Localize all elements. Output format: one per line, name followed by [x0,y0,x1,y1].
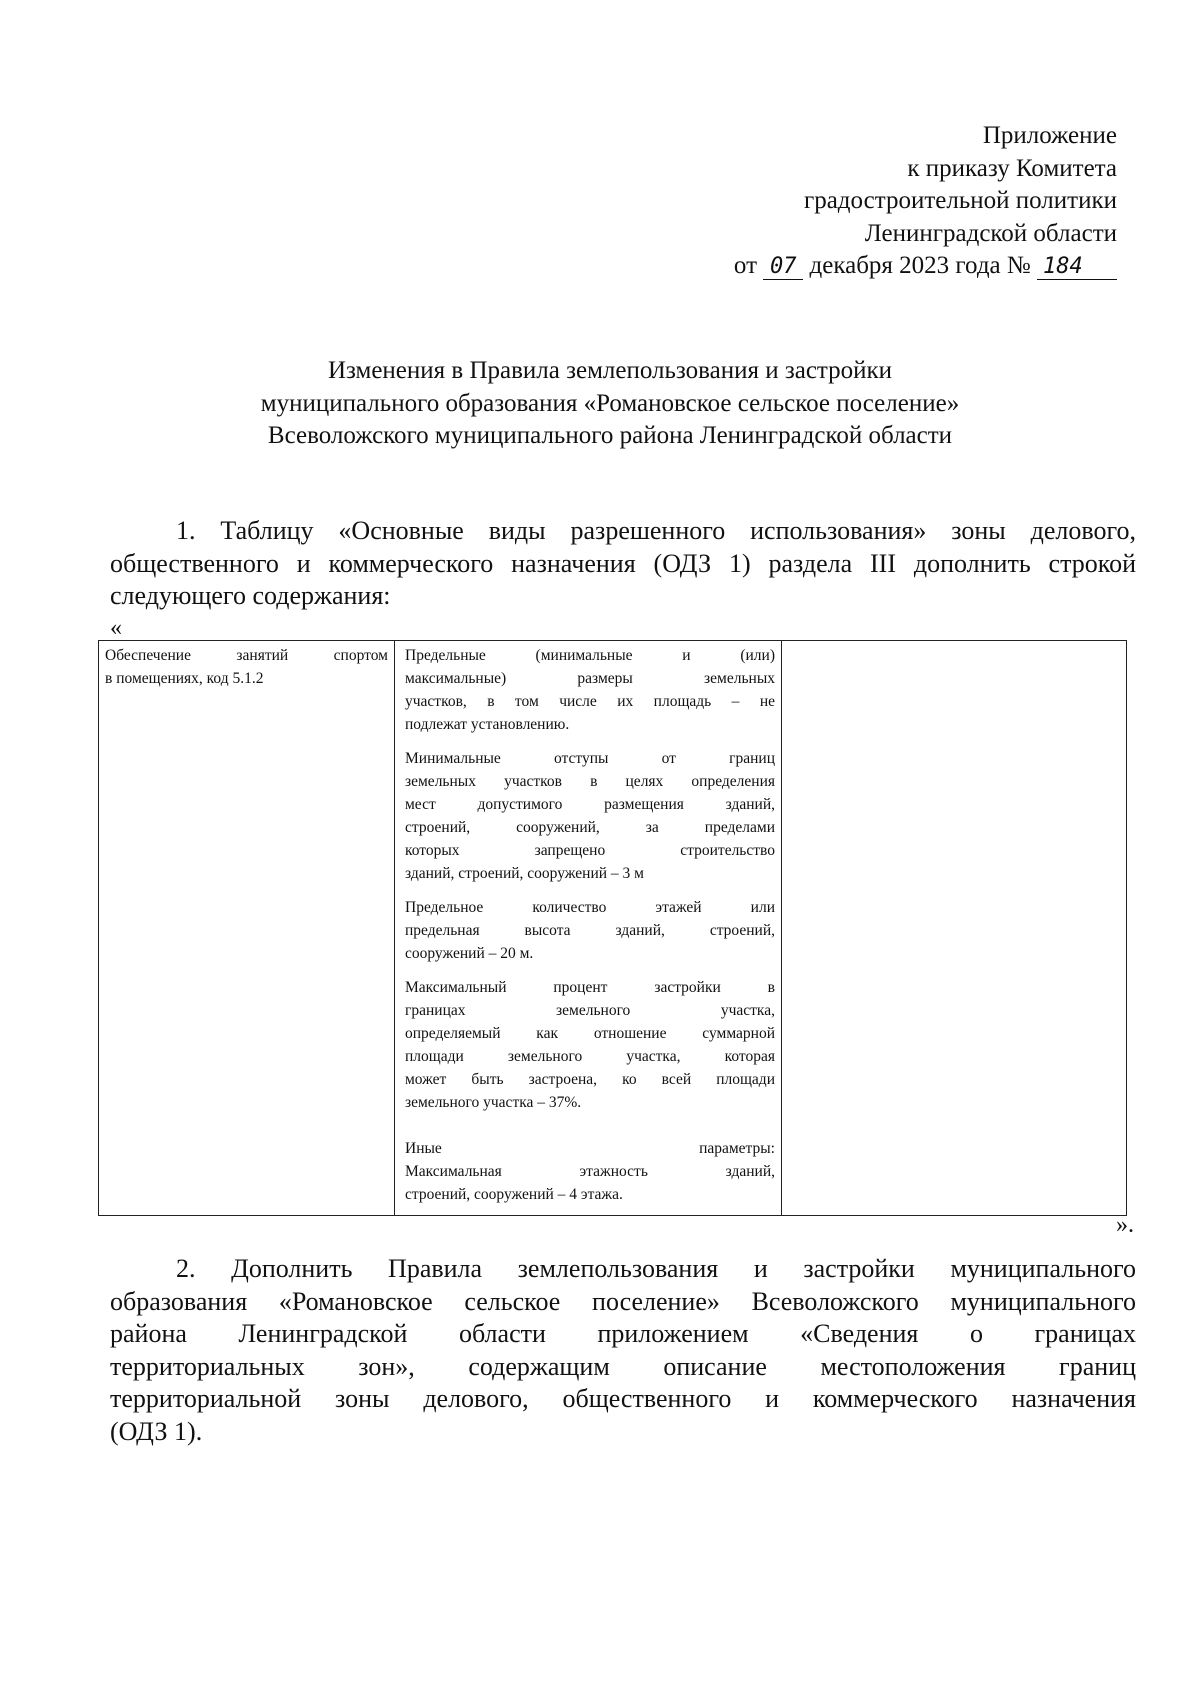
parameter-line: сооружений – 20 м. [405,945,534,962]
zoning-table [98,640,1127,1216]
parameter-line: Предельное количество этажей или [405,899,775,916]
header-date-text: декабря 2023 года № [809,252,1031,279]
paragraph-1-line-1: 1. Таблицу «Основные виды разрешенного использования» зоны делового, [176,516,1136,545]
parameter-line: подлежат установлению. [405,716,570,733]
paragraph-2-line-2: образования «Романовское сельское поселение» Всеволожского муниципального [110,1286,1136,1316]
opening-quote: « [110,615,122,641]
paragraph-2-line-6: (ОДЗ 1). [110,1416,203,1446]
parameter-spacer [405,1125,775,1137]
paragraph-1 [110,515,1136,613]
appendix-header [734,120,1117,283]
parameter-line: Предельные (минимальные и (или) [405,647,775,664]
parameter-line: земельного участка – 37%. [405,1094,582,1111]
parameter-block-setbacks [405,747,775,885]
parameter-line: строений, сооружений, за пределами [405,819,775,836]
parameter-line: площади земельного участка, которая [405,1048,775,1065]
table-cell-use-type [99,641,395,1215]
parameter-block-coverage [405,976,775,1114]
title-line-2: муниципального образования «Романовское сельское поселение» [260,389,960,417]
paragraph-1-line-3: следующего содержания: [110,581,391,610]
parameter-line: Максимальная этажность зданий, [405,1163,775,1180]
table-cell-parameters [395,641,782,1215]
handwritten-order-number: 184 [1037,255,1117,280]
document-title [110,355,1110,453]
use-type-line-1: Обеспечение занятий спортом [105,647,388,664]
header-line-1: Приложение [982,122,1117,149]
parameter-line: зданий, строений, сооружений – 3 м [405,865,644,882]
parameter-line: Минимальные отступы от границ [405,750,775,767]
header-date-prefix: от [733,252,758,279]
parameter-line: максимальные) размеры земельных [405,670,775,687]
paragraph-2-line-3: района Ленинградской области приложением «Сведения о границах [110,1319,1136,1348]
paragraph-2-line-1: 2. Дополнить Правила землепользования и застройки муниципального [176,1254,1136,1283]
parameter-block-plot-size [405,644,775,736]
paragraph-2 [110,1253,1136,1448]
parameter-line: строений, сооружений – 4 этажа. [405,1186,623,1203]
header-line-2: к приказу Комитета [907,154,1117,182]
parameter-line: определяемый как отношение суммарной [405,1025,775,1042]
paragraph-2-line-4: территориальных зон», содержащим описание местоположения границ [110,1351,1136,1381]
parameter-line: может быть застроена, ко всей площади [405,1071,775,1088]
parameter-line: предельная высота зданий, строений, [405,922,775,939]
handwritten-day: 07 [763,255,803,280]
parameter-line: земельных участков в целях определения [405,773,775,790]
table-cell-empty [782,641,1126,1215]
header-line-3: градостроительной политики [803,187,1117,214]
parameter-block-other [405,1137,775,1206]
paragraph-1-line-2: общественного и коммерческого назначения (ОДЗ 1) раздела III дополнить строкой [110,548,1136,578]
header-line-5 [734,250,1117,283]
parameter-line: границах земельного участка, [405,1002,775,1019]
closing-quote: ». [1116,1212,1134,1238]
title-line-3: Всеволожского муниципального района Ленинградской области [267,422,953,449]
parameter-line: мест допустимого размещения зданий, [405,796,775,813]
parameter-line: которых запрещено строительство [405,842,775,859]
use-type-line-2: в помещениях, код 5.1.2 [105,670,264,687]
parameter-line: Иные параметры: [405,1140,775,1157]
parameter-line: Максимальный процент застройки в [405,979,775,996]
parameter-block-height [405,896,775,965]
paragraph-2-line-5: территориальной зоны делового, общественного и коммерческого назначения [110,1384,1136,1413]
header-line-4: Ленинградской области [864,219,1117,247]
title-line-1: Изменения в Правила землепользования и застройки [327,357,893,384]
parameter-line: участков, в том числе их площадь – не [405,693,775,710]
